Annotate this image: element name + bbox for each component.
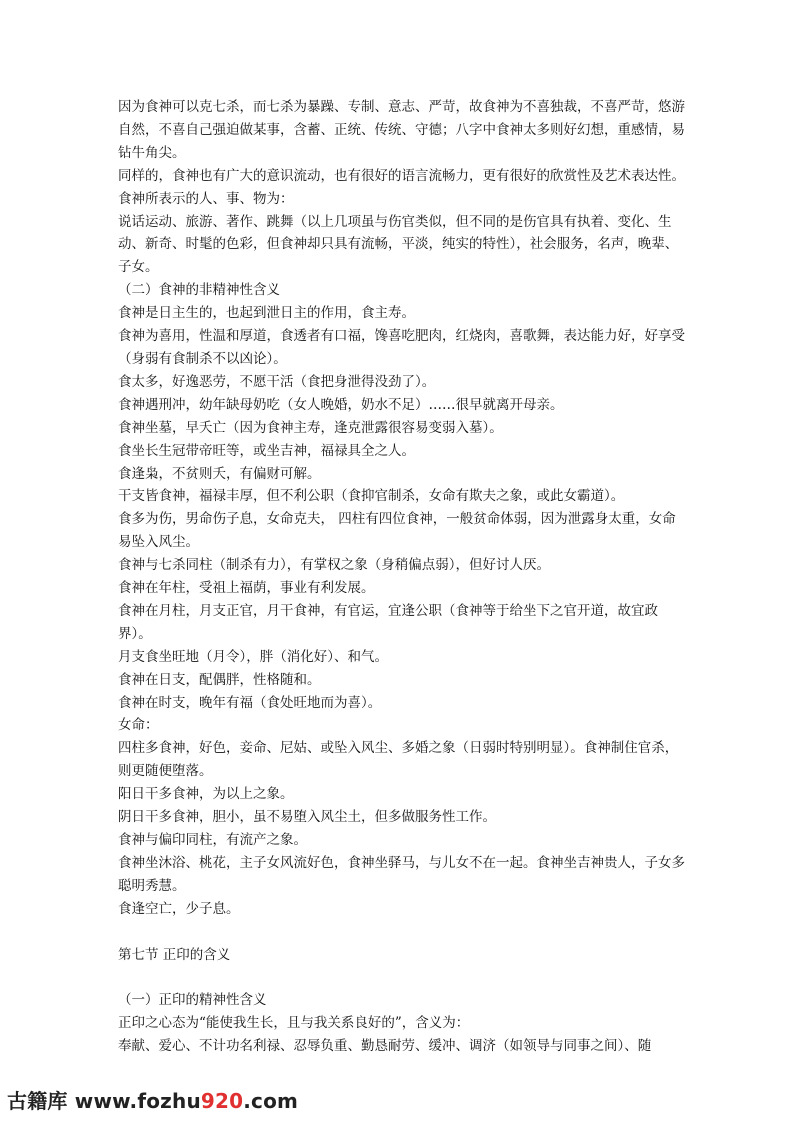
paragraph: 食多为伤，男命伤子息，女命克夫， 四柱有四位食神，一般贫命体弱，因为泄露身太重，女命易坠入风尘。 (118, 511, 676, 551)
document-body (118, 96, 688, 1058)
site-watermark (7, 1085, 298, 1114)
paragraph: 食逢枭，不贫则夭，有偏财可解。 (118, 465, 321, 482)
paragraph: 食神所表示的人、事、物为： (118, 190, 294, 207)
paragraph: 因为食神可以克七杀，而七杀为暴躁、专制、意志、严苛，故食神为不喜独裁，不喜严苛，悠游自然，不喜自己强迫做某事，含蓄、正统、传统、守德；八字中食神太多则好幻想，重感情，易钻牛角尖。 (118, 99, 685, 161)
watermark-url-prefix: www.fozhu (74, 1089, 201, 1113)
paragraph: 食神与七杀同柱（制杀有力），有掌权之象（身稍偏点弱），但好讨人厌。 (118, 557, 550, 574)
paragraph: 食神为喜用，性温和厚道，食透者有口福，馋喜吃肥肉，红烧肉，喜歌舞，表达能力好，好享受（身弱有食制杀不以凶论）。 (118, 328, 685, 367)
paragraph: 食逢空亡，少子息。 (118, 900, 240, 917)
paragraph: 食神在年柱，受祖上福荫，事业有利发展。 (118, 580, 375, 597)
paragraph: 月支食坐旺地（月令），胖（消化好）、和气。 (118, 648, 388, 665)
watermark-url-suffix: .com (243, 1089, 299, 1113)
paragraph: 食太多，好逸恶劳，不愿干活（食把身泄得没劲了）。 (118, 373, 436, 390)
paragraph: 食神坐墓，早夭亡（因为食神主寿，逢克泄露很容易变弱入墓）。 (118, 419, 503, 436)
paragraph: 食神是日主生的，也起到泄日主的作用，食主寿。 (118, 305, 415, 322)
paragraph: 女命： (118, 717, 159, 734)
paragraph: 说话运动、旅游、著作、跳舞（以上几项虽与伤官类似，但不同的是伤官具有执着、变化、生动、新奇、时髦的色彩，但食神却只具有流畅，平淡，纯实的特性），社会服务，名声，晚辈、子女。 (118, 213, 679, 276)
section-paragraph: 奉献、爱心、不计功名利禄、忍辱负重、勤恳耐劳、缓冲、调济（如领导与同事之间）、随 (118, 1038, 652, 1055)
subsection-title: （一）正印的精神性含义 (118, 992, 267, 1009)
section-paragraph: 正印之心态为“能使我生长，且与我关系良好的”，含义为： (118, 1015, 470, 1032)
watermark-url (75, 1089, 298, 1113)
paragraph: 阳日干多食神，为以上之象。 (118, 786, 294, 803)
paragraph: 干支皆食神，福禄丰厚，但不利公职（食抑官制杀，女命有欺夫之象，或此女霸道）。 (118, 488, 625, 505)
paragraph: 食神坐沐浴、桃花，主子女风流好色，食神坐驿马，与儿女不在一起。食神坐吉神贵人，子女多聪明秀慧。 (118, 854, 685, 894)
paragraph: 同样的，食神也有广大的意识流动，也有很好的语言流畅力，更有很好的欣赏性及艺术表达性。 (118, 167, 685, 184)
paragraph: 四柱多食神，好色，妾命、尼姑、或坠入风尘、多婚之象（日弱时特别明显）。食神制住官杀，则更随便堕落。 (118, 740, 679, 780)
paragraph: 阴日干多食神，胆小，虽不易堕入风尘土，但多做服务性工作。 (118, 809, 496, 826)
paragraph: 食神在日支，配偶胖，性格随和。 (118, 671, 321, 688)
paragraph: 食神与偏印同柱，有流产之象。 (118, 832, 307, 848)
watermark-url-accent: 920 (200, 1089, 244, 1113)
watermark-site-name: 古籍库 (7, 1089, 68, 1113)
paragraph: 食神在月柱，月支正官，月干食神，有官运，宜逢公职（食神等于给坐下之官开道，故宜政界）。 (118, 602, 658, 642)
paragraph: （二）食神的非精神性含义 (118, 282, 280, 299)
section-title: 第七节 正印的含义 (118, 946, 231, 963)
paragraph: 食神在时支，晚年有福（食处旺地而为喜）。 (118, 694, 382, 711)
paragraph-list (118, 96, 688, 921)
paragraph: 食神遇刑冲，幼年缺母奶吃（女人晚婚，奶水不足）……很早就离开母亲。 (118, 396, 564, 413)
paragraph: 食坐长生冠带帝旺等，或坐吉神，福禄具全之人。 (118, 442, 415, 459)
